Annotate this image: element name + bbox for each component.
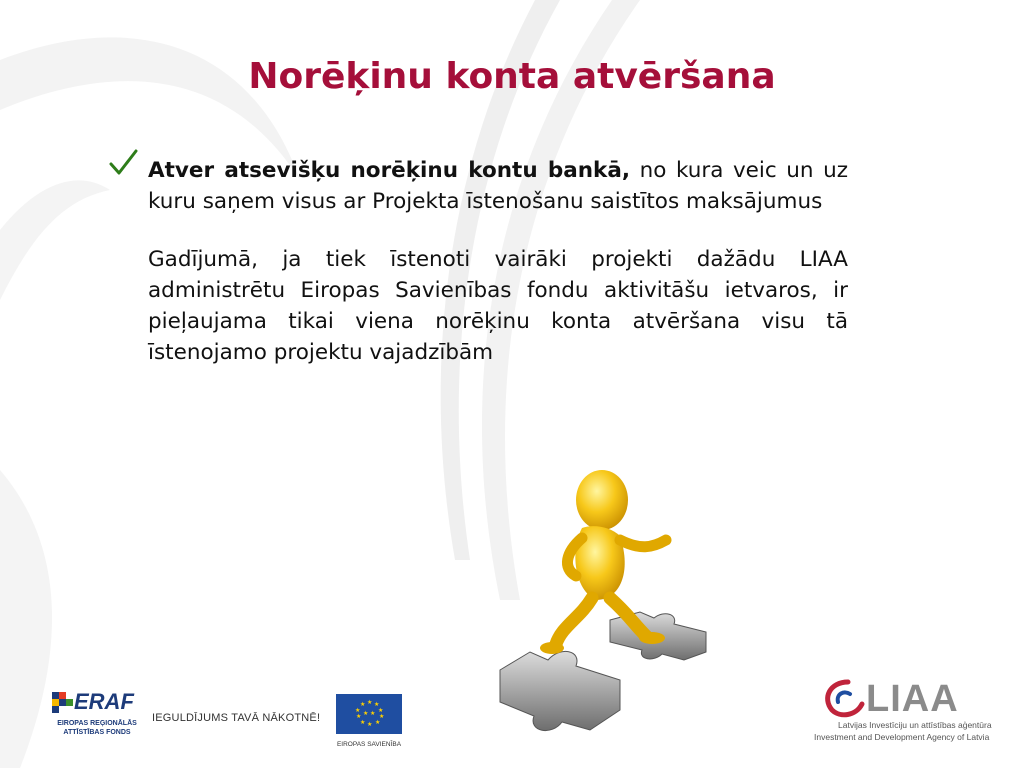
svg-text:★: ★ <box>360 701 366 708</box>
liaa-word: LIAA <box>866 678 959 720</box>
svg-text:★: ★ <box>363 710 369 717</box>
svg-text:★: ★ <box>378 707 384 714</box>
svg-text:★: ★ <box>374 701 380 708</box>
page-title: Norēķinu konta atvēršana <box>248 56 776 97</box>
svg-text:★: ★ <box>356 713 362 720</box>
svg-text:★: ★ <box>375 719 381 726</box>
svg-text:★: ★ <box>367 721 373 728</box>
liaa-swirl-icon <box>818 676 870 720</box>
svg-text:★: ★ <box>370 710 376 717</box>
svg-text:★: ★ <box>360 719 366 726</box>
liaa-logo <box>812 676 992 746</box>
bullet-rest: no kura veic un uz kuru saņem visus ar Projekta īstenošanu saistītos maksājumus <box>148 158 848 214</box>
eraf-word: ERAF <box>74 689 134 714</box>
slogan-text: IEGULDĪJUMS TAVĀ NĀKOTNĒ! <box>152 712 321 724</box>
eraf-mark-icon <box>52 692 74 714</box>
bullet-paragraph <box>148 155 848 217</box>
bullet-bold-lead: Atver atsevišķu norēķinu kontu bankā, <box>148 158 631 183</box>
eraf-logo <box>52 689 142 744</box>
eraf-subtitle: EIROPAS REĢIONĀLĀS ATTĪSTĪBAS FONDS <box>57 720 137 736</box>
eu-stars-icon <box>336 694 402 734</box>
checkmark-icon <box>108 148 138 178</box>
eu-caption: EIROPAS SAVIENĪBA <box>336 741 402 748</box>
svg-text:★: ★ <box>355 707 361 714</box>
puzzle-figure-illustration <box>470 440 730 740</box>
bullet-content <box>148 155 848 368</box>
secondary-paragraph: Gadījumā, ja tiek īstenoti vairāki projekti dažādu LIAA administrētu Eiropas Savienības fondu aktivitāšu ietvaros, ir pieļaujama tikai viena norēķinu konta atvēršana visu tā īstenojamo projektu vajadzībām <box>148 247 848 365</box>
liaa-name-lv: Latvijas Investīciju un attīstības aģentūra <box>838 720 992 730</box>
svg-text:★: ★ <box>379 713 385 720</box>
liaa-name-en: Investment and Development Agency of Latvia <box>814 732 990 742</box>
svg-text:★: ★ <box>367 699 373 706</box>
eu-flag-logo <box>336 694 402 746</box>
